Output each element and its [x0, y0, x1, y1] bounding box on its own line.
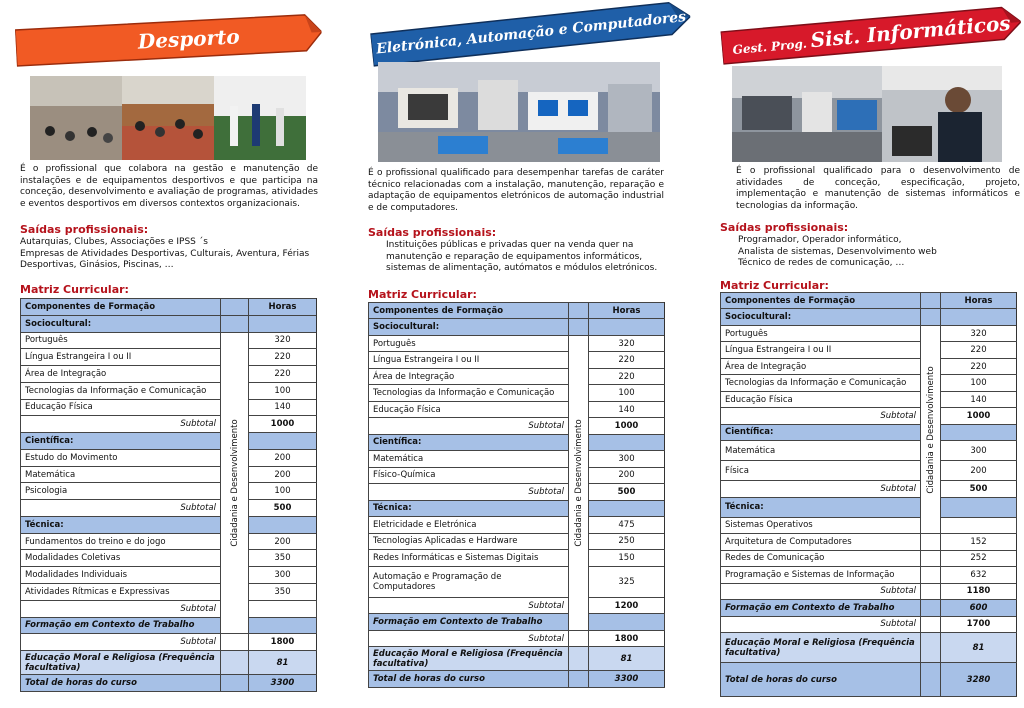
- saidas-heading: Saídas profissionais:: [20, 223, 149, 236]
- vertical-label-cell: [921, 325, 941, 533]
- saidas-list: [738, 235, 1020, 270]
- table-row: Matemática 300: [721, 441, 1017, 461]
- table-row: Eletricidade e Eletrónica 475: [369, 517, 665, 533]
- table-row: Sistemas Operativos: [721, 517, 1017, 533]
- subtotal-row: Subtotal 1800: [369, 630, 665, 646]
- course-column-desporto: [16, 0, 316, 708]
- total-row: Total de horas do curso 3300: [21, 675, 317, 692]
- banner-title-group: [720, 0, 1023, 70]
- table-row: Matemática 300: [369, 451, 665, 467]
- subtotal-row: Subtotal 1000: [369, 418, 665, 434]
- subtotal-row: Subtotal 1180: [721, 583, 1017, 599]
- matriz-heading: Matriz Curricular:: [20, 283, 129, 296]
- curriculum-table: [720, 292, 1017, 697]
- section-title: Técnica:: [721, 497, 921, 517]
- subtotal-row: Subtotal 1200: [369, 597, 665, 613]
- table-row: Modalidades Coletivas 350: [21, 550, 317, 567]
- table-row: Educação Física 140: [369, 401, 665, 417]
- table-row: Tecnologias Aplicadas e Hardware 250: [369, 533, 665, 549]
- table-row: Língua Estrangeira I ou II 220: [369, 352, 665, 368]
- saidas-list: [386, 240, 664, 275]
- table-row: Atividades Rítmicas e Expressivas 350: [21, 584, 317, 601]
- table-row: Psicologia 100: [21, 483, 317, 500]
- section-title: Técnica:: [21, 516, 221, 533]
- table-row: Educação Física 140: [21, 399, 317, 416]
- subtotal-row: Subtotal 1000: [721, 408, 1017, 424]
- column-header-blank: [921, 293, 941, 309]
- table-row: Físico-Química 200: [369, 467, 665, 483]
- table-row: Área de Integração 220: [21, 366, 317, 383]
- column-header-components: Componentes de Formação: [369, 303, 569, 319]
- course-description: É o profissional que colabora na gestão e manutenção de instalações e de equipamentos desportivos e que participa na conceção, desenvolvimento e avaliação de programas, atividades e eventos desportivos em diversos contextos organizacionais.: [20, 164, 318, 209]
- course-column-eletronica: [366, 0, 687, 708]
- table-row: Programação e Sistemas de Informação 632: [721, 567, 1017, 583]
- course-banner: [15, 10, 323, 70]
- table-row: Português Cidadania e Desenvolvimento 320: [369, 335, 665, 351]
- fct-row: Formação em Contexto de Trabalho: [21, 617, 317, 634]
- saidas-line: Técnico de redes de comunicação, …: [738, 258, 905, 268]
- course-banner: [720, 0, 1023, 70]
- section-title: Científica:: [369, 434, 569, 450]
- course-description: É o profissional qualificado para desempenhar tarefas de caráter técnico relacionadas com a instalação, manutenção, reparação e adaptação de equipamentos eletrónicos de automação industrial e de computadores.: [368, 168, 664, 213]
- banner-title: Desporto: [137, 24, 241, 54]
- table-row: Automação e Programação de Computadores 325: [369, 566, 665, 597]
- table-row: Tecnologias da Informação e Comunicação 100: [721, 375, 1017, 391]
- total-row: Total de horas do curso 3280: [721, 663, 1017, 697]
- column-header-hours: Horas: [589, 303, 665, 319]
- banner-title-prefix: Gest. Prog.: [732, 36, 808, 58]
- course-description: É o profissional qualificado para o desenvolvimento de atividades de conceção, especificação, projeto, implementação e manutenção de sistemas informáticos e tecnologias da informação.: [736, 166, 1020, 211]
- section-title: Sociocultural:: [21, 315, 221, 332]
- table-row: Redes Informáticas e Sistemas Digitais 150: [369, 550, 665, 566]
- matriz-heading: Matriz Curricular:: [368, 288, 477, 301]
- emr-row: Educação Moral e Religiosa (Frequência facultativa) 81: [369, 647, 665, 671]
- subtotal-row: Subtotal 1000: [21, 416, 317, 433]
- fct-row: Formação em Contexto de Trabalho: [369, 614, 665, 630]
- table-row: Estudo do Movimento 200: [21, 449, 317, 466]
- table-row: Modalidades Individuais 300: [21, 567, 317, 584]
- section-title: Científica:: [721, 424, 921, 440]
- banner-title: Sist. Informáticos: [809, 10, 1012, 53]
- subtotal-row: Subtotal: [21, 600, 317, 617]
- section-title: Sociocultural:: [369, 319, 569, 335]
- saidas-list: [20, 237, 318, 272]
- section-title: Técnica:: [369, 500, 569, 516]
- vertical-label: Cidadania e Desenvolvimento: [925, 365, 936, 494]
- banner-title: Eletrónica, Automação e Computadores: [375, 9, 687, 58]
- table-row: Português Cidadania e Desenvolvimento 320: [721, 325, 1017, 341]
- column-header-blank: [221, 299, 249, 316]
- table-row: Física 200: [721, 461, 1017, 481]
- table-row: Língua Estrangeira I ou II 220: [721, 342, 1017, 358]
- vertical-label: Cidadania e Desenvolvimento: [573, 419, 584, 547]
- subtotal-row: Subtotal 500: [721, 481, 1017, 497]
- table-row: Língua Estrangeira I ou II 220: [21, 349, 317, 366]
- course-photo: [378, 62, 660, 162]
- section-title: Sociocultural:: [721, 309, 921, 325]
- curriculum-table: [20, 298, 317, 692]
- table-row: Educação Física 140: [721, 391, 1017, 407]
- saidas-line: Instituições públicas e privadas quer na venda quer na manutenção e reparação de equipamentos informáticos, sistemas de alimentação, autómatos e módulos eletrónicos.: [386, 240, 658, 273]
- course-column-informaticos: [718, 0, 1020, 708]
- total-row: Total de horas do curso 3300: [369, 671, 665, 688]
- subtotal-row: Subtotal 1700: [721, 616, 1017, 633]
- column-header-components: Componentes de Formação: [721, 293, 921, 309]
- column-header-hours: Horas: [941, 293, 1017, 309]
- table-row: Área de Integração 220: [721, 358, 1017, 374]
- table-row: Redes de Comunicação 252: [721, 550, 1017, 566]
- fct-row: Formação em Contexto de Trabalho 600: [721, 600, 1017, 616]
- column-header-hours: Horas: [249, 299, 317, 316]
- table-row: Tecnologias da Informação e Comunicação 100: [21, 382, 317, 399]
- column-header-components: Componentes de Formação: [21, 299, 221, 316]
- table-row: Arquitetura de Computadores 152: [721, 534, 1017, 550]
- course-photo: [732, 66, 1002, 162]
- vertical-label-cell: [569, 335, 589, 630]
- vertical-label-cell: [221, 332, 249, 634]
- column-header-blank: [569, 303, 589, 319]
- saidas-line: Analista de sistemas, Desenvolvimento web: [738, 246, 937, 257]
- table-row: Fundamentos do treino e do jogo 200: [21, 533, 317, 550]
- table-row: Português Cidadania e Desenvolvimento 320: [21, 332, 317, 349]
- table-row: Matemática 200: [21, 466, 317, 483]
- saidas-heading: Saídas profissionais:: [368, 226, 497, 239]
- subtotal-row: Subtotal 1800: [21, 634, 317, 651]
- saidas-line: Empresas de Atividades Desportivas, Culturais, Aventura, Férias Desportivas, Ginásios, Piscinas, …: [20, 248, 310, 270]
- emr-row: Educação Moral e Religiosa (Frequência facultativa) 81: [721, 633, 1017, 663]
- emr-row: Educação Moral e Religiosa (Frequência facultativa) 81: [21, 651, 317, 675]
- subtotal-row: Subtotal 500: [369, 484, 665, 500]
- table-row: Área de Integração 220: [369, 368, 665, 384]
- section-title: Científica:: [21, 433, 221, 450]
- course-photo: [30, 76, 306, 160]
- saidas-line: Programador, Operador informático,: [738, 235, 902, 245]
- curriculum-table: [368, 302, 665, 688]
- saidas-heading: Saídas profissionais:: [720, 221, 849, 234]
- matriz-heading: Matriz Curricular:: [720, 279, 829, 292]
- table-row: Tecnologias da Informação e Comunicação 100: [369, 385, 665, 401]
- subtotal-row: Subtotal 500: [21, 500, 317, 517]
- saidas-line: Autarquias, Clubes, Associações e IPSS ´s: [20, 237, 208, 247]
- vertical-label: Cidadania e Desenvolvimento: [229, 419, 240, 547]
